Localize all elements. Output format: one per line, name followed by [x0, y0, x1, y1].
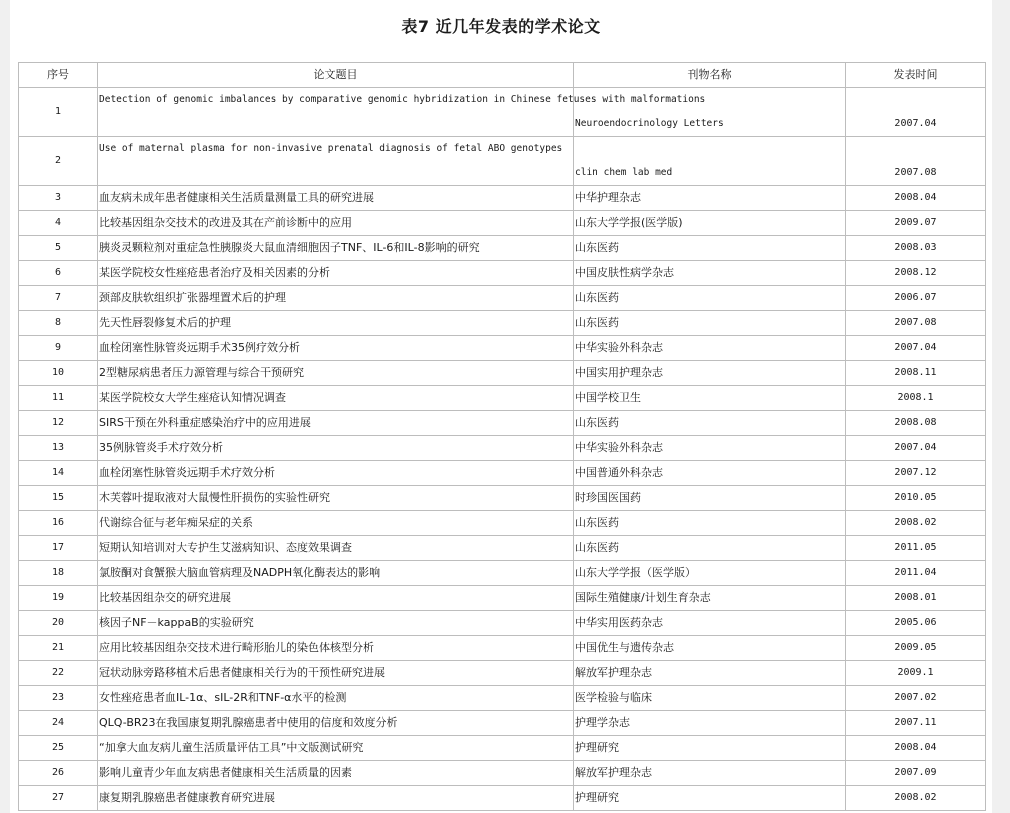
- row-title: 某医学院校女大学生痤疮认知情况调查: [98, 386, 574, 411]
- row-no: 19: [19, 586, 98, 611]
- table-row: [19, 686, 986, 711]
- row-date: 2007.11: [846, 711, 986, 736]
- row-no: 27: [19, 786, 98, 811]
- row-title: 康复期乳腺癌患者健康教育研究进展: [98, 786, 574, 811]
- row-journal: 山东大学学报(医学版): [574, 211, 846, 236]
- row-title: Use of maternal plasma for non-invasive prenatal diagnosis of fetal ABO genotypes: [98, 137, 574, 186]
- row-date: 2008.04: [846, 736, 986, 761]
- row-title: 比较基因组杂交的研究进展: [98, 586, 574, 611]
- table-row: [19, 436, 986, 461]
- row-no: 22: [19, 661, 98, 686]
- row-journal: 护理学杂志: [574, 711, 846, 736]
- row-date: 2007.02: [846, 686, 986, 711]
- row-date: 2008.1: [846, 386, 986, 411]
- header-paper-title: 论文题目: [98, 63, 574, 88]
- row-no: 8: [19, 311, 98, 336]
- row-no: 24: [19, 711, 98, 736]
- row-no: 26: [19, 761, 98, 786]
- row-journal: 中国实用护理杂志: [574, 361, 846, 386]
- row-date: 2007.08: [846, 137, 986, 186]
- table-row: [19, 536, 986, 561]
- row-title: 女性痤疮患者血IL-1α、sIL-2R和TNF-α水平的检测: [98, 686, 574, 711]
- table-row: [19, 636, 986, 661]
- row-journal: 山东医药: [574, 311, 846, 336]
- row-journal: 护理研究: [574, 736, 846, 761]
- row-title: 木芙蓉叶提取液对大鼠慢性肝损伤的实验性研究: [98, 486, 574, 511]
- table-row: [19, 786, 986, 811]
- row-title: 颈部皮肤软组织扩张器埋置术后的护理: [98, 286, 574, 311]
- row-date: 2009.1: [846, 661, 986, 686]
- row-no: 17: [19, 536, 98, 561]
- row-no: 18: [19, 561, 98, 586]
- table-row: [19, 461, 986, 486]
- row-no: 14: [19, 461, 98, 486]
- table-row: [19, 486, 986, 511]
- row-title: “加拿大血友病儿童生活质量评估工具”中文版测试研究: [98, 736, 574, 761]
- row-date: 2009.07: [846, 211, 986, 236]
- table-row: [19, 137, 986, 186]
- row-title: 血友病未成年患者健康相关生活质量测量工具的研究进展: [98, 186, 574, 211]
- header-row: [19, 63, 986, 88]
- row-title: 代谢综合征与老年痴呆症的关系: [98, 511, 574, 536]
- row-title: 胰炎灵颗粒剂对重症急性胰腺炎大鼠血清细胞因子TNF、IL-6和IL-8影响的研究: [98, 236, 574, 261]
- row-title: 35例脉管炎手术疗效分析: [98, 436, 574, 461]
- row-date: 2011.04: [846, 561, 986, 586]
- row-no: 15: [19, 486, 98, 511]
- table-row: [19, 336, 986, 361]
- row-title: 核因子NF－kappaB的实验研究: [98, 611, 574, 636]
- row-no: 10: [19, 361, 98, 386]
- table-row: [19, 411, 986, 436]
- row-date: 2005.06: [846, 611, 986, 636]
- row-date: 2007.08: [846, 311, 986, 336]
- row-date: 2011.05: [846, 536, 986, 561]
- table-row: [19, 88, 986, 137]
- table-row: [19, 361, 986, 386]
- row-journal: 中国学校卫生: [574, 386, 846, 411]
- row-journal: 中华实验外科杂志: [574, 336, 846, 361]
- row-title: 影响儿童青少年血友病患者健康相关生活质量的因素: [98, 761, 574, 786]
- row-journal: 护理研究: [574, 786, 846, 811]
- row-title: 比较基因组杂交技术的改进及其在产前诊断中的应用: [98, 211, 574, 236]
- row-journal: 医学检验与临床: [574, 686, 846, 711]
- row-journal: 国际生殖健康/计划生育杂志: [574, 586, 846, 611]
- table-row: [19, 711, 986, 736]
- row-title: QLQ-BR23在我国康复期乳腺癌患者中使用的信度和效度分析: [98, 711, 574, 736]
- row-no: 3: [19, 186, 98, 211]
- row-title: 氯胺酮对食蟹猴大脑血管病理及NADPH氧化酶表达的影响: [98, 561, 574, 586]
- row-title: SIRS干预在外科重症感染治疗中的应用进展: [98, 411, 574, 436]
- table-row: [19, 511, 986, 536]
- row-title: Detection of genomic imbalances by comparative genomic hybridization in Chinese fetuses with malformations: [98, 88, 574, 137]
- row-journal: 山东医药: [574, 286, 846, 311]
- row-journal: 山东医药: [574, 511, 846, 536]
- row-title: 血栓闭塞性脉管炎远期手术疗效分析: [98, 461, 574, 486]
- row-no: 1: [19, 88, 98, 137]
- row-date: 2007.12: [846, 461, 986, 486]
- row-title: 冠状动脉旁路移植术后患者健康相关行为的干预性研究进展: [98, 661, 574, 686]
- row-journal: clin chem lab med: [574, 137, 846, 186]
- row-no: 2: [19, 137, 98, 186]
- row-title: 某医学院校女性痤疮患者治疗及相关因素的分析: [98, 261, 574, 286]
- row-journal: 山东医药: [574, 236, 846, 261]
- table-row: [19, 386, 986, 411]
- row-date: 2008.04: [846, 186, 986, 211]
- row-date: 2008.01: [846, 586, 986, 611]
- row-no: 5: [19, 236, 98, 261]
- table-row: [19, 611, 986, 636]
- row-title: 2型糖尿病患者压力源管理与综合干预研究: [98, 361, 574, 386]
- row-journal: 解放军护理杂志: [574, 761, 846, 786]
- row-journal: 山东医药: [574, 411, 846, 436]
- row-journal: 时珍国医国药: [574, 486, 846, 511]
- row-date: 2006.07: [846, 286, 986, 311]
- row-journal: 解放军护理杂志: [574, 661, 846, 686]
- row-title: 短期认知培训对大专护生艾滋病知识、态度效果调查: [98, 536, 574, 561]
- row-no: 6: [19, 261, 98, 286]
- row-journal: 中国皮肤性病学杂志: [574, 261, 846, 286]
- row-date: 2010.05: [846, 486, 986, 511]
- table-row: [19, 211, 986, 236]
- row-date: 2007.04: [846, 336, 986, 361]
- row-no: 21: [19, 636, 98, 661]
- row-no: 9: [19, 336, 98, 361]
- header-no: 序号: [19, 63, 98, 88]
- row-journal: 中华实用医药杂志: [574, 611, 846, 636]
- row-title: 应用比较基因组杂交技术进行畸形胎儿的染色体核型分析: [98, 636, 574, 661]
- table-row: [19, 261, 986, 286]
- table-row: [19, 186, 986, 211]
- row-date: 2008.02: [846, 511, 986, 536]
- table-row: [19, 236, 986, 261]
- row-date: 2008.11: [846, 361, 986, 386]
- row-journal: 中国优生与遗传杂志: [574, 636, 846, 661]
- table-row: [19, 761, 986, 786]
- table-row: [19, 561, 986, 586]
- row-date: 2008.08: [846, 411, 986, 436]
- row-journal: 中华实验外科杂志: [574, 436, 846, 461]
- papers-table: [18, 62, 986, 811]
- row-date: 2008.02: [846, 786, 986, 811]
- table-row: [19, 736, 986, 761]
- row-journal: 中国普通外科杂志: [574, 461, 846, 486]
- row-no: 20: [19, 611, 98, 636]
- row-no: 16: [19, 511, 98, 536]
- row-date: 2007.04: [846, 436, 986, 461]
- row-no: 25: [19, 736, 98, 761]
- header-date: 发表时间: [846, 63, 986, 88]
- row-no: 12: [19, 411, 98, 436]
- row-date: 2007.04: [846, 88, 986, 137]
- row-journal: Neuroendocrinology Letters: [574, 88, 846, 137]
- header-journal: 刊物名称: [574, 63, 846, 88]
- row-date: 2009.05: [846, 636, 986, 661]
- row-no: 4: [19, 211, 98, 236]
- row-no: 13: [19, 436, 98, 461]
- table-row: [19, 311, 986, 336]
- row-journal: 山东医药: [574, 536, 846, 561]
- row-no: 7: [19, 286, 98, 311]
- row-journal: 山东大学学报（医学版）: [574, 561, 846, 586]
- table-row: [19, 586, 986, 611]
- row-no: 23: [19, 686, 98, 711]
- table-title: 表7 近几年发表的学术论文: [401, 17, 601, 36]
- row-no: 11: [19, 386, 98, 411]
- row-title: 先天性唇裂修复术后的护理: [98, 311, 574, 336]
- table-row: [19, 661, 986, 686]
- table-row: [19, 286, 986, 311]
- document-page: [10, 0, 992, 813]
- row-journal: 中华护理杂志: [574, 186, 846, 211]
- row-title: 血栓闭塞性脉管炎远期手术35例疗效分析: [98, 336, 574, 361]
- row-date: 2008.12: [846, 261, 986, 286]
- row-date: 2008.03: [846, 236, 986, 261]
- row-date: 2007.09: [846, 761, 986, 786]
